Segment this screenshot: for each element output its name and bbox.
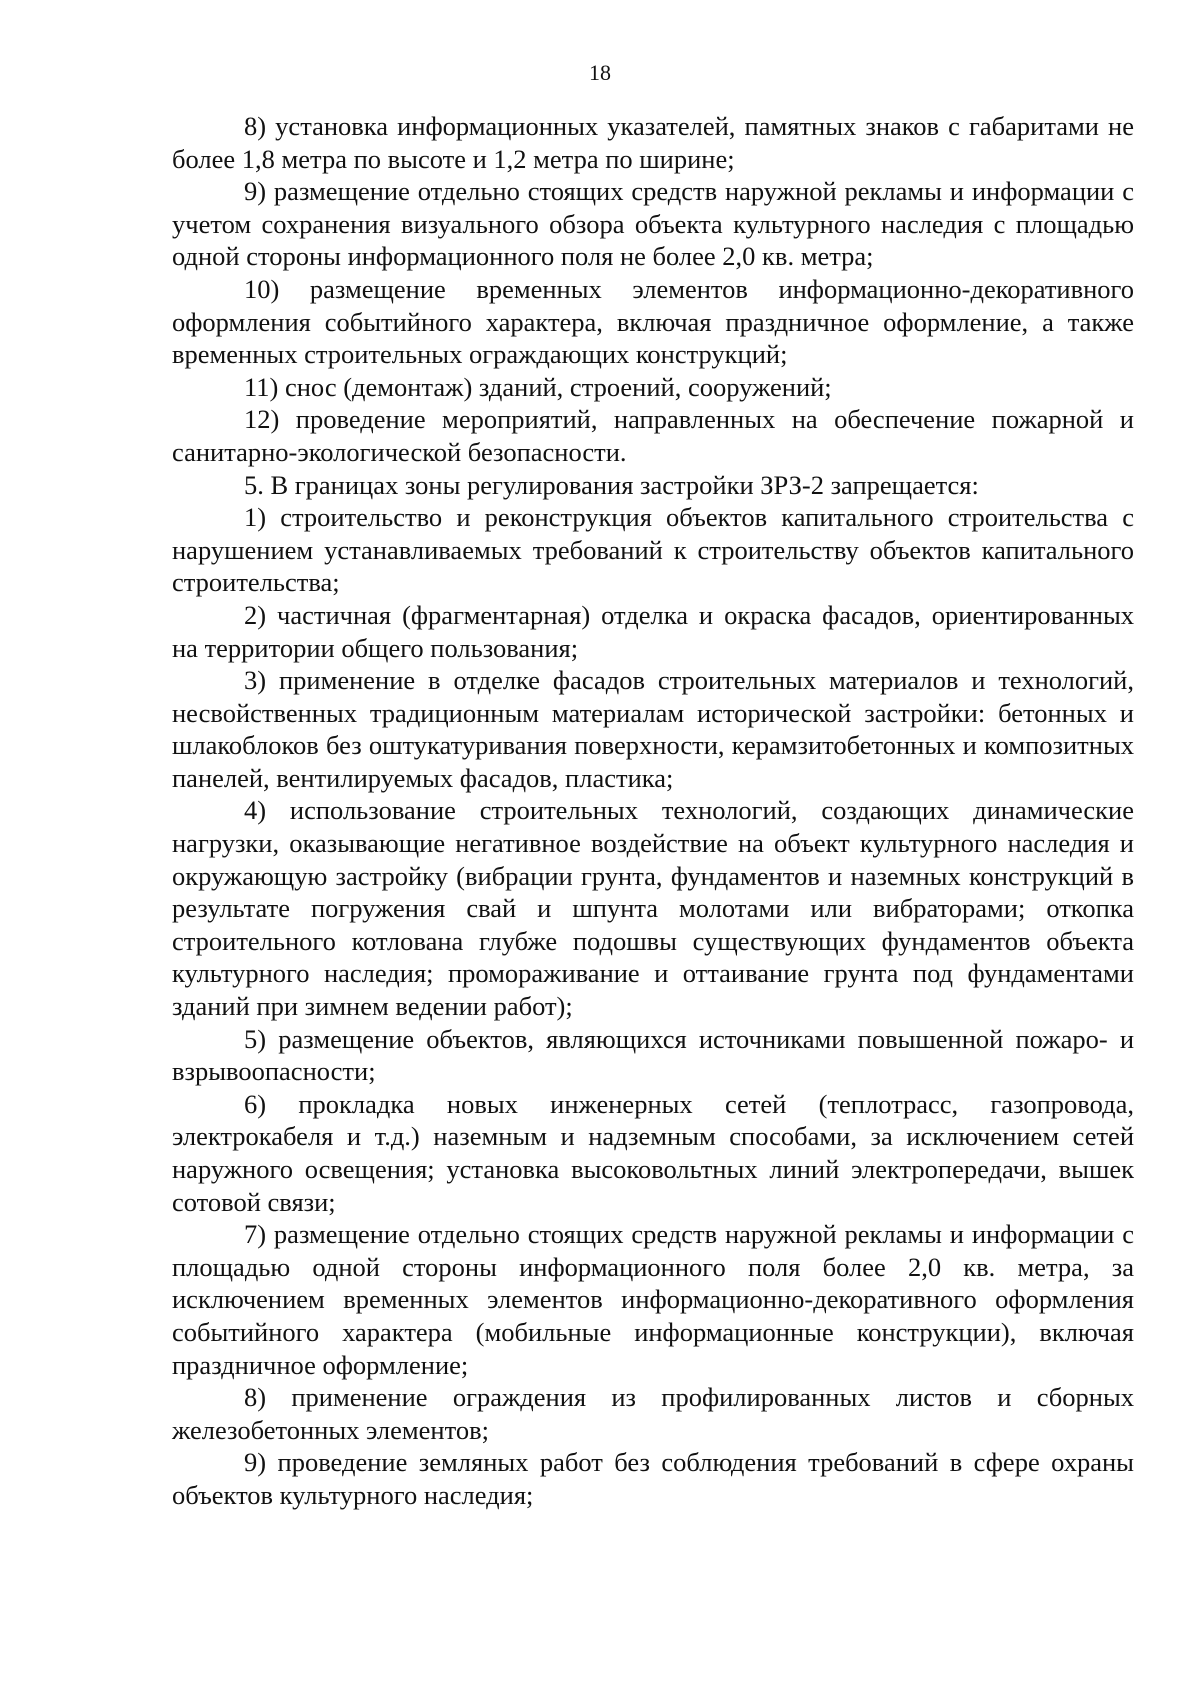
prohibited-item-2-partial-finishing: 2) частичная (фрагментарная) отделка и окраска фасадов, ориентированных на территории общего пользования; (172, 599, 1134, 663)
paragraph-item-12-safety-measures: 12) проведение мероприятий, направленных на обеспечение пожарной и санитарно-экологической безопасности. (172, 404, 1134, 467)
prohibited-item-6-engineering-networks: 6) прокладка новых инженерных сетей (теплотрасс, газопровода, электрокабеля и т.д.) наземным и надземным способами, за исключением сетей наружного освещения; установка высоковольтных линий электропередачи, вышек сотовой связи; (172, 1088, 1134, 1217)
prohibited-item-8-fencing: 8) применение ограждения из профилированных листов и сборных железобетонных элементов; (172, 1382, 1134, 1445)
prohibited-item-9-earthworks: 9) проведение земляных работ без соблюдения требований в сфере охраны объектов культурного наследия; (172, 1447, 1134, 1510)
prohibited-item-3-facade-materials: 3) применение в отделке фасадов строительных материалов и технологий, несвойственных традиционным материалам исторической застройки: бетонных и шлакоблоков без оштукатуривания поверхности, керамзитобетонных и композитных панелей, вентилируемых фасадов, пластика; (172, 665, 1134, 793)
paragraph-item-8-info-signs: 8) установка информационных указателей, памятных знаков с габаритами не более 1,8 метра по высоте и 1,2 метра по ширине; (172, 111, 1134, 174)
prohibited-item-7-advertising: 7) размещение отдельно стоящих средств наружной рекламы и информации с площадью одной стороны информационного поля более 2,0 кв. метра, за исключением временных элементов информационно-декоративного оформления событийного характера (мобильные информационные конструкции), включая праздничное оформление; (172, 1219, 1134, 1380)
paragraph-item-11-demolition: 11) снос (демонтаж) зданий, строений, сооружений; (244, 371, 832, 402)
section-5-heading: 5. В границах зоны регулирования застройки ЗРЗ-2 запрещается: (244, 469, 979, 500)
paragraph-item-9-outdoor-advertising: 9) размещение отдельно стоящих средств наружной рекламы и информации с учетом сохранения визуального обзора объекта культурного наследия с площадью одной стороны информационного поля не более 2,0 кв. метра; (172, 176, 1134, 272)
paragraph-item-10-temporary-decor: 10) размещение временных элементов информационно-декоративного оформления событийного характера, включая праздничное оформление, а также временных строительных ограждающих конструкций; (172, 273, 1134, 370)
prohibited-item-4-dynamic-loads: 4) использование строительных технологий, создающих динамические нагрузки, оказывающие негативное воздействие на объект культурного наследия и окружающую застройку (вибрации грунта, фундаментов и наземных конструкций в результате погружения свай и шпунта молотами или вибраторами; откопка строительного котлована глубже подошвы существующих фундаментов объекта культурного наследия; промораживание и оттаивание грунта под фундаментами зданий при зимнем ведении работ); (172, 795, 1134, 1022)
prohibited-item-1-construction: 1) строительство и реконструкция объектов капитального строительства с нарушением устанавливаемых требований к строительству объектов капитального строительства; (172, 502, 1134, 598)
prohibited-item-5-fire-hazard: 5) размещение объектов, являющихся источниками повышенной пожаро- и взрывоопасности; (172, 1023, 1134, 1087)
page-number: 18 (589, 60, 611, 85)
document-body (172, 110, 1134, 1512)
